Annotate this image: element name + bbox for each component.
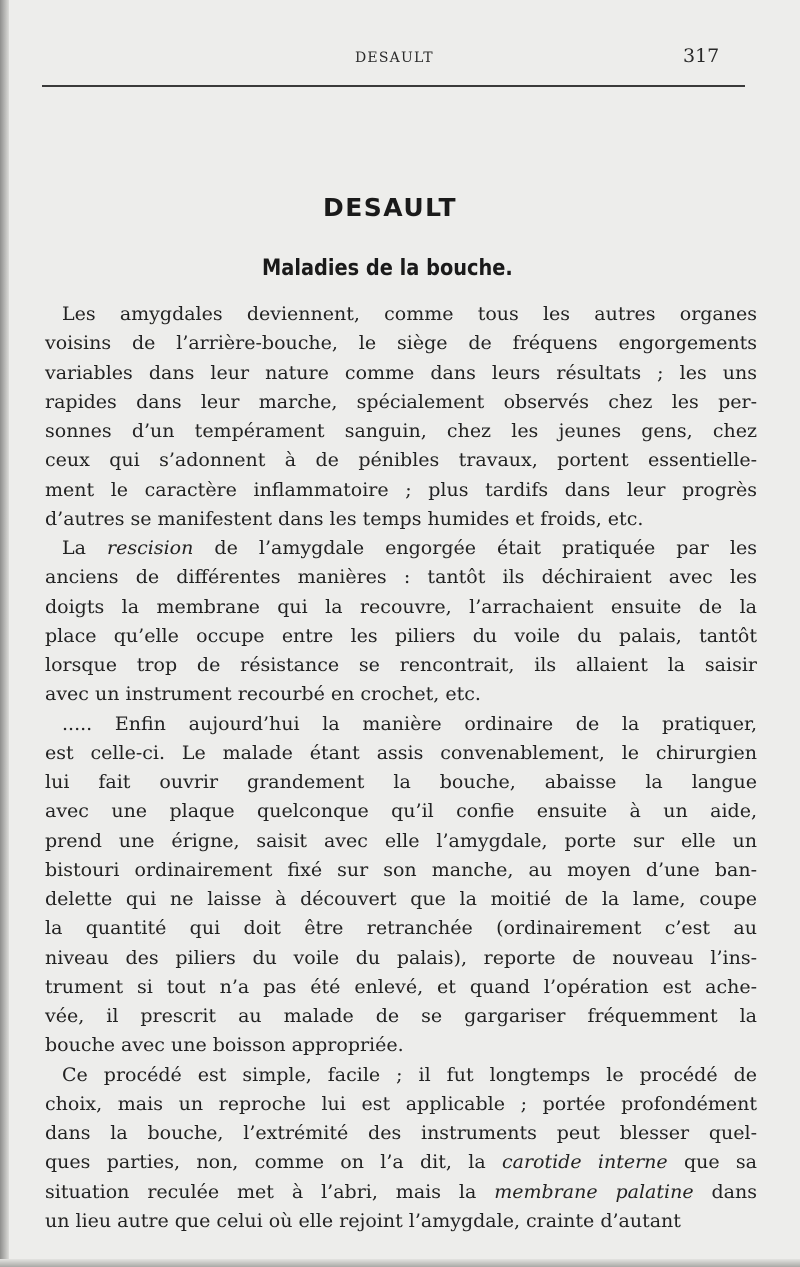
page-bottom-shadow <box>0 1259 800 1267</box>
text-line: avec une plaque quelconque qu’il confie ensuite à un aide, <box>45 800 757 823</box>
text-line: situation reculée met à l’abri, mais la membrane palatine dans <box>45 1180 757 1203</box>
text-line: trument si tout n’a pas été enlevé, et quand l’opération est ache- <box>45 975 757 998</box>
page-number: 317 <box>683 45 720 67</box>
text-line: ceux qui s’adonnent à de pénibles travaux, portent essentielle- <box>45 449 757 472</box>
text-line: Les amygdales deviennent, comme tous les autres organes <box>62 303 757 325</box>
paragraph <box>45 300 757 534</box>
page-edge-shadow <box>0 0 9 1267</box>
text-line: bistouri ordinairement fixé sur son manche, au moyen d’une ban- <box>45 858 757 881</box>
header-rule <box>42 85 745 87</box>
text-line: choix, mais un reproche lui est applicable ; portée profondément <box>45 1092 757 1115</box>
text-line: lorsque trop de résistance se rencontrait, ils allaient la saisir <box>45 654 757 676</box>
text-line: ques parties, non, comme on l’a dit, la carotide interne que sa <box>45 1151 758 1174</box>
text-line: dans la bouche, l’extrémité des instruments peut blesser quel- <box>45 1122 757 1144</box>
italic-term: carotide interne <box>501 1151 668 1174</box>
text-line: place qu’elle occupe entre les piliers du voile du palais, tantôt <box>45 624 757 647</box>
text-line: ment le caractère inflammatoire ; plus tardifs dans leur progrès <box>45 478 757 501</box>
text-line: un lieu autre que celui où elle rejoint l’amygdale, crainte d’autant <box>45 1209 681 1232</box>
paragraph <box>45 1061 757 1237</box>
text-line: La rescision de l’amygdale engorgée était pratiquée par les <box>62 537 758 559</box>
text-line: d’autres se manifestent dans les temps humides et froids, etc. <box>45 507 644 530</box>
text-line: sonnes d’un tempérament sanguin, chez les jeunes gens, chez <box>45 420 757 442</box>
section-title: Maladies de la bouche. <box>262 256 513 281</box>
text-line: est celle-ci. Le malade étant assis convenablement, le chirurgien <box>45 741 757 764</box>
body-text <box>45 300 757 1236</box>
paragraph <box>45 534 757 710</box>
chapter-title: DESAULT <box>322 193 458 222</box>
text-line: doigts la membrane qui la recouvre, l’arrachaient ensuite de la <box>45 595 757 618</box>
text-line: niveau des piliers du voile du palais), reporte de nouveau l’ins- <box>45 946 757 969</box>
italic-term: rescision <box>107 537 194 559</box>
running-head <box>0 45 800 71</box>
paragraph <box>45 710 757 1061</box>
text-line: lui fait ouvrir grandement la bouche, abaisse la langue <box>45 771 757 793</box>
text-line: Ce procédé est simple, facile ; il fut longtemps le procédé de <box>62 1063 757 1086</box>
running-head-title: DESAULT <box>355 50 434 66</box>
text-line: ..... Enfin aujourd’hui la manière ordinaire de la pratiquer, <box>62 712 757 735</box>
text-line: rapides dans leur marche, spécialement observés chez les per- <box>45 390 757 413</box>
text-line: prend une érigne, saisit avec elle l’amygdale, porte sur elle un <box>45 829 757 852</box>
text-line: voisins de l’arrière-bouche, le siège de fréquens engorgements <box>45 332 757 355</box>
text-line: anciens de différentes manières : tantôt ils déchiraient avec les <box>45 566 757 589</box>
text-line: delette qui ne laisse à découvert que la moitié de la lame, coupe <box>45 888 757 910</box>
text-line: avec un instrument recourbé en crochet, etc. <box>45 683 481 706</box>
text-line: vée, il prescrit au malade de se gargariser fréquemment la <box>45 1005 757 1027</box>
italic-term: membrane palatine <box>494 1180 694 1203</box>
text-line: bouche avec une boisson appropriée. <box>45 1034 404 1057</box>
text-line: variables dans leur nature comme dans leurs résultats ; les uns <box>45 361 757 384</box>
text-line: la quantité qui doit être retranchée (ordinairement c’est au <box>45 917 757 940</box>
